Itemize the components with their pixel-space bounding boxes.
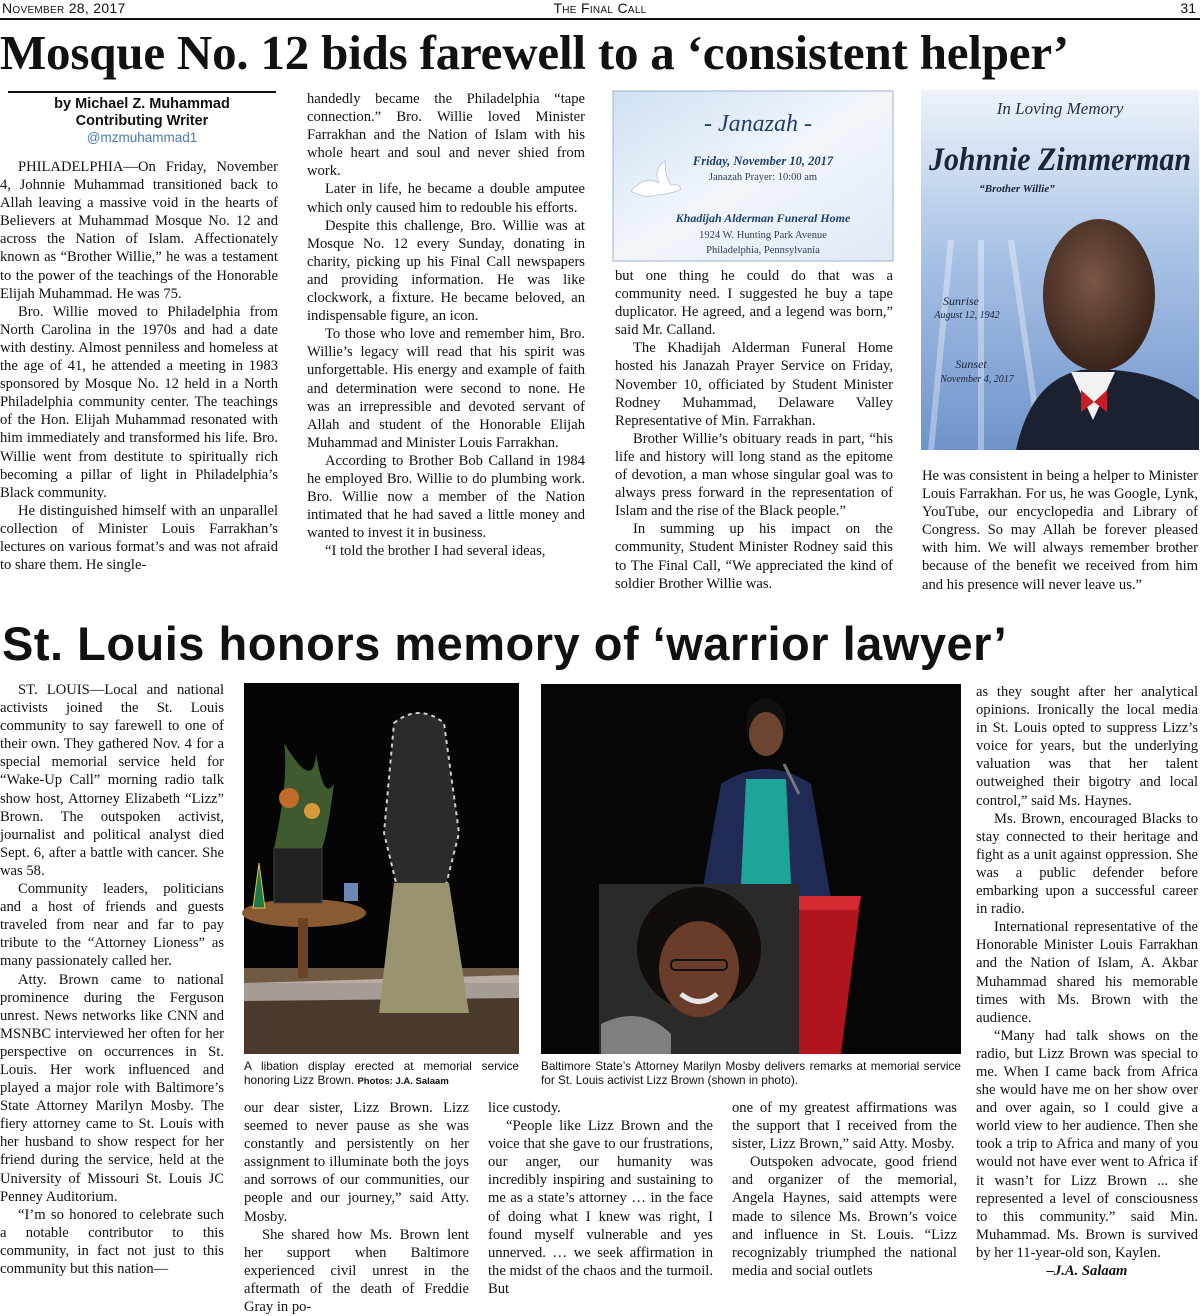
story1-column-3 [615,267,893,612]
janazah-address-1: 1924 W. Hunting Park Avenue [699,230,827,241]
paragraph: one of my greatest affirmations was the support that I received from the sister, Lizz Brown,” said Atty. Mosby. [732,1100,957,1153]
story2-column-2 [244,1099,469,1316]
paragraph: ST. LOUIS—Local and national activists joined the St. Louis community to say farewell to one of their own. They gathered Nov. 4 for a special memorial service held for “Wake-Up Call” morning radio talk show host, Attorney Elizabeth “Lizz” Brown. The outspoken activist, journalist and political analyst died Sept. 6, after a battle with cancer. She was 58. [0,682,224,879]
paragraph: Brother Willie’s obituary reads in part, “his life and history will long stand as the epitome of devotion, a man whose singular goal was to always press forward in the representation of Islam and the rise of the Black people.” [615,430,893,520]
paragraph: Community leaders, politicians and a host of friends and guests traveled from near and far to pay tribute to the “Attorney Lioness” as many passionately called her. [0,881,224,970]
photo-credit: Photos: J.A. Salaam [357,1076,449,1087]
photo2-caption: Baltimore State’s Attorney Marilyn Mosby delivers remarks at memorial service for St. Louis activist Lizz Brown (shown in photo). [541,1059,961,1087]
paragraph: handedly became the Philadelphia “tape connection.” Bro. Willie loved Minister Farrakhan and the Nation of Islam with his whole heart and soul and never shied from work. [307,91,585,180]
sunset-label: Sunset [955,357,987,371]
paragraph: as they sought after her analytical opinions. Ironically the local media in St. Louis opted to suppress Lizz’s voice for years, but the underlying valuation was that her talent outweighed their bigotry and local control,” said Ms. Haynes. [976,684,1198,809]
signoff: –J.A. Salaam [1046,1263,1128,1279]
issue-date: November 28, 2017 [2,0,126,16]
paragraph: “Many had talk shows on the radio, but Lizz Brown was special to me. When I came back from Africa she would have me on her show over and over again, so I could give a world view to her audience. Then she took a trip to Africa and many of you would not have ever went to Africa if it wasn’t for Lizz Brown ... she represented a level of consciousness to this community.” said Min. Muhammad. Ms. Brown is survived by her 11-year-old son, Kaylen. [976,1027,1198,1261]
paragraph: He was consistent in being a helper to Minister Louis Farrakhan. For us, he was Google, Lynk, YouTube, our encyclopedia and Library of Congress. So may Allah be forever pleased with him. We will always remember brother because of the benefit we received from him and his presence will never leave us.” [922,468,1198,593]
paragraph: Despite this challenge, Bro. Willie was at Mosque No. 12 every Sunday, donating in charity, picking up his Final Call newspapers and providing information. He was like clockwork, a fixture. He became beloved, an indispensable figure, an icon. [307,217,585,325]
paragraph: Bro. Willie moved to Philadelphia from North Carolina in the 1970s and had a date with destiny. Almost penniless and homeless at the age of 41, he attended a meeting in 1983 sponsored by Mosque No. 12 held in a North Philadelphia community center. The teachings of the Hon. Elijah Muhammad resonated with him immediately and transformed his life. Bro. Willie went from destitute to spiritually rich becoming a pillar of light in Philadelphia’s Black community. [0,303,278,501]
sunrise-date: August 12, 1942 [934,310,1000,321]
janazah-date: Friday, November 10, 2017 [692,154,834,168]
story2-headline: St. Louis honors memory of ‘warrior lawyer’ [2,617,1008,670]
sunset-date: November 4, 2017 [940,374,1014,385]
memorial-name: Johnnie Zimmerman [928,142,1191,178]
paragraph: “I’m so honored to celebrate such a notable contributor to this community, in fact not just to this community but this nation— [0,1206,224,1277]
janazah-address-2: Philadelphia, Pennsylvania [706,245,820,256]
photo1-caption-text: A libation display erected at memorial service honoring Lizz Brown. [244,1059,519,1087]
janazah-time: Janazah Prayer: 10:00 am [708,172,818,183]
memorial-header: In Loving Memory [996,99,1124,118]
paragraph: International representative of the Honorable Minister Louis Farrakhan and the Nation of Islam, A. Akbar Muhammad shared his memorable times with Ms. Brown with the audience. [976,919,1198,1026]
paragraph: lice custody. [488,1100,561,1116]
story1-byline [8,91,276,146]
mosby-podium-photo [541,684,961,1054]
paragraph: PHILADELPHIA—On Friday, November 4, Johnnie Muhammad transitioned back to Allah leaving a massive void in the hearts of Believers at Muhammad Mosque No. 12 and across the Nation of Islam. Affectionately known as “Brother Willie,” he was a testament to the power of the teachings of the Honorable Elijah Muhammad. He was 75. [0,159,278,302]
byline-author: by Michael Z. Muhammad [54,96,230,112]
janazah-title: - Janazah - [704,111,812,137]
story2-column-3 [488,1099,713,1297]
paragraph: Outspoken advocate, good friend and organizer of the memorial, Angela Haynes, said attempts were made to silence Ms. Brown’s voice and influence in St. Louis. “Lizz recognizably triumphed the national media and social outlets [732,1154,957,1279]
paragraph: Ms. Brown, encouraged Blacks to stay connected to their heritage and fight as a unit against oppression. She was a public defender before embarking upon a successful career in radio. [976,810,1198,918]
paragraph: Later in life, he became a double amputee which only caused him to redouble his efforts. [307,181,585,216]
memorial-nickname: “Brother Willie” [979,183,1055,195]
byline-role: Contributing Writer [75,113,209,129]
janazah-venue: Khadijah Alderman Funeral Home [675,211,851,225]
paragraph: “People like Lizz Brown and the voice that she gave to our frustrations, our anger, our humanity was incredibly inspiring and sustaining to me as a state’s attorney … in the face of doing what I knew was right, I found myself vulnerable and yes unnerved. … we seek affirmation in the midst of the chaos and the turmoil. But [488,1118,713,1297]
paragraph: but one thing he could do that was a community need. I suggested he buy a tape duplicator. He agreed, and a legend was born,” said Mr. Calland. [615,268,893,339]
paragraph: In summing up his impact on the community, Student Minister Rodney said this to The Final Call, “We appreciated the kind of soldier Brother Willie was. [615,521,893,592]
paragraph: He distinguished himself with an unparallel collection of Minister Louis Farrakhan’s lectures on various format’s and was not afraid to share them. He single- [0,502,278,574]
libation-display-photo [244,683,519,1054]
story2-column-5 [976,683,1198,1297]
byline-handle: @mzmuhammad1 [86,130,198,145]
paragraph: According to Brother Bob Calland in 1984 he employed Bro. Willie to do plumbing work. Bro. Willie now a member of the Nation intimated that he had saved a little money and wanted to invest it in business. [307,452,585,542]
story2-column-1 [0,681,224,1297]
masthead-rule [0,18,1200,20]
paragraph: The Khadijah Alderman Funeral Home hosted his Janazah Prayer Service on Friday, November 10, officiated by Student Minister Rodney Muhammad, Delaware Valley Representative of Min. Farrakhan. [615,340,893,429]
paragraph: She shared how Ms. Brown lent her support when Baltimore experienced civil unrest in the aftermath of the death of Freddie Gray in po- [244,1226,469,1316]
story2-column-4 [732,1099,957,1297]
janazah-card-image [613,91,893,261]
photo1-caption [244,1059,519,1089]
paragraph: To those who love and remember him, Bro. Willie’s legacy will read that his spirit was unforgettable. His energy and example of faith and determination were second to none. He was an irrepressible and devoted servant of Allah and student of the Honorable Elijah Muhammad and Minister Louis Farrakhan. [307,326,585,451]
portrait-face [1043,219,1155,371]
paragraph: our dear sister, Lizz Brown. Lizz seemed to never pause as she was constantly and persistently on her assignment to illuminate both the joys and sorrows of our communities, our people and our journey,” said Atty. Mosby. [244,1100,469,1225]
memorial-card-image [921,90,1199,450]
sunrise-label: Sunrise [943,294,979,308]
paragraph: Atty. Brown came to national prominence during the Ferguson unrest. News networks like CNN and MSNBC interviewed her often for her perspective on occurrences in St. Louis. Her work influenced and played a major role with Baltimore’s State Attorney Marilyn Mosby. The fiery attorney came to St. Louis with her husband to show respect for her friend during the service, held at the University of Missouri St. Louis JC Penney Auditorium. [0,971,224,1205]
masthead [0,0,1200,18]
page-number: 31 [1180,0,1196,16]
paragraph: “I told the brother I had several ideas, [325,543,546,560]
story1-column-1 [0,158,278,610]
paper-name: The Final Call [553,0,647,16]
story1-headline: Mosque No. 12 bids farewell to a ‘consistent helper’ [0,25,1069,80]
story1-column-4 [922,467,1198,612]
story1-column-2 [307,90,585,612]
